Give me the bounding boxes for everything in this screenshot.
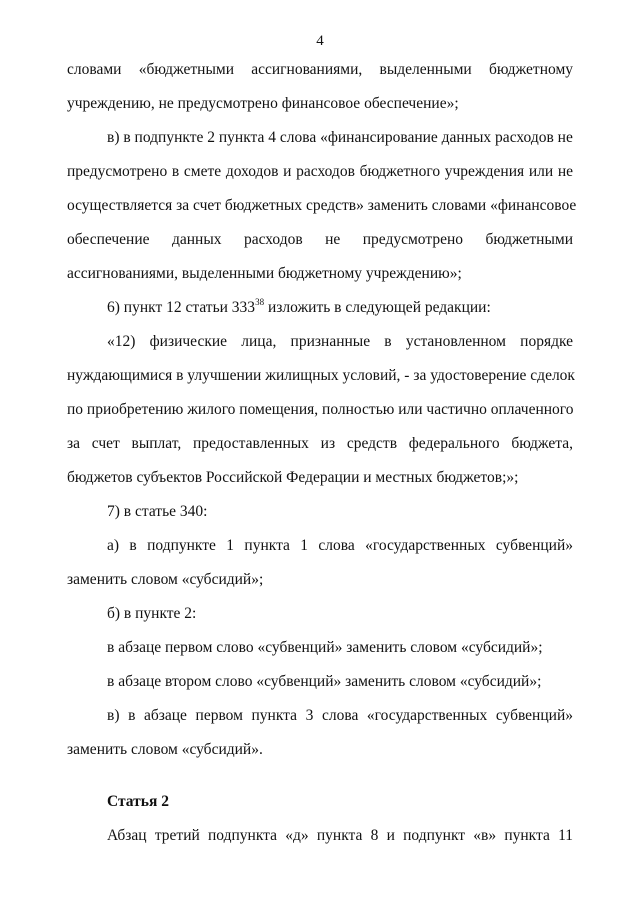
section-gap	[67, 774, 573, 792]
text-line: Абзац третий подпункта «д» пункта 8 и подпункт «в» пункта 11	[107, 827, 573, 844]
document-body	[67, 60, 577, 860]
text-line: ассигнованиями, выделенными бюджетному учреждению»;	[67, 265, 462, 282]
text-line: в абзаце втором слово «субвенций» заменить словом «субсидий»;	[107, 673, 542, 690]
text-line: нуждающимися в улучшении жилищных условий, - за удостоверение сделок	[67, 367, 575, 384]
text-line: учреждению, не предусмотрено финансовое обеспечение»;	[67, 95, 459, 112]
text-segment: изложить в следующей редакции:	[264, 299, 491, 316]
text-segment: 6) пункт 12 статьи 333	[107, 299, 256, 316]
text-line: в) в подпункте 2 пункта 4 слова «финансирование данных расходов не	[107, 129, 573, 146]
page-number: 4	[316, 33, 324, 49]
text-line: б) в пункте 2:	[107, 605, 197, 622]
text-line: по приобретению жилого помещения, полностью или частично оплаченного	[67, 401, 574, 418]
text-line: а) в подпункте 1 пункта 1 слова «государственных субвенций»	[107, 537, 573, 554]
text-line: заменить словом «субсидий»;	[67, 571, 264, 588]
superscript: 38	[255, 296, 265, 307]
text-line: словами «бюджетными ассигнованиями, выделенными бюджетному	[67, 61, 573, 78]
text-line: осуществляется за счет бюджетных средств» заменить словами «финансовое	[67, 197, 577, 214]
text-line: «12) физические лица, признанные в установленном порядке	[107, 333, 573, 350]
text-line: в) в абзаце первом пункта 3 слова «государственных субвенций»	[107, 707, 573, 724]
article-heading: Статья 2	[107, 793, 169, 810]
text-line: предусмотрено в смете доходов и расходов бюджетного учреждения или не	[67, 163, 573, 180]
text-line: обеспечение данных расходов не предусмотрено бюджетными	[67, 231, 573, 248]
text-line: 7) в статье 340:	[107, 503, 208, 520]
text-line: в абзаце первом слово «субвенций» заменить словом «субсидий»;	[107, 639, 543, 656]
text-line: за счет выплат, предоставленных из средств федерального бюджета,	[67, 435, 573, 452]
text-line: бюджетов субъектов Российской Федерации и местных бюджетов;»;	[67, 469, 519, 486]
text-line	[67, 298, 573, 332]
text-line: заменить словом «субсидий».	[67, 741, 263, 758]
